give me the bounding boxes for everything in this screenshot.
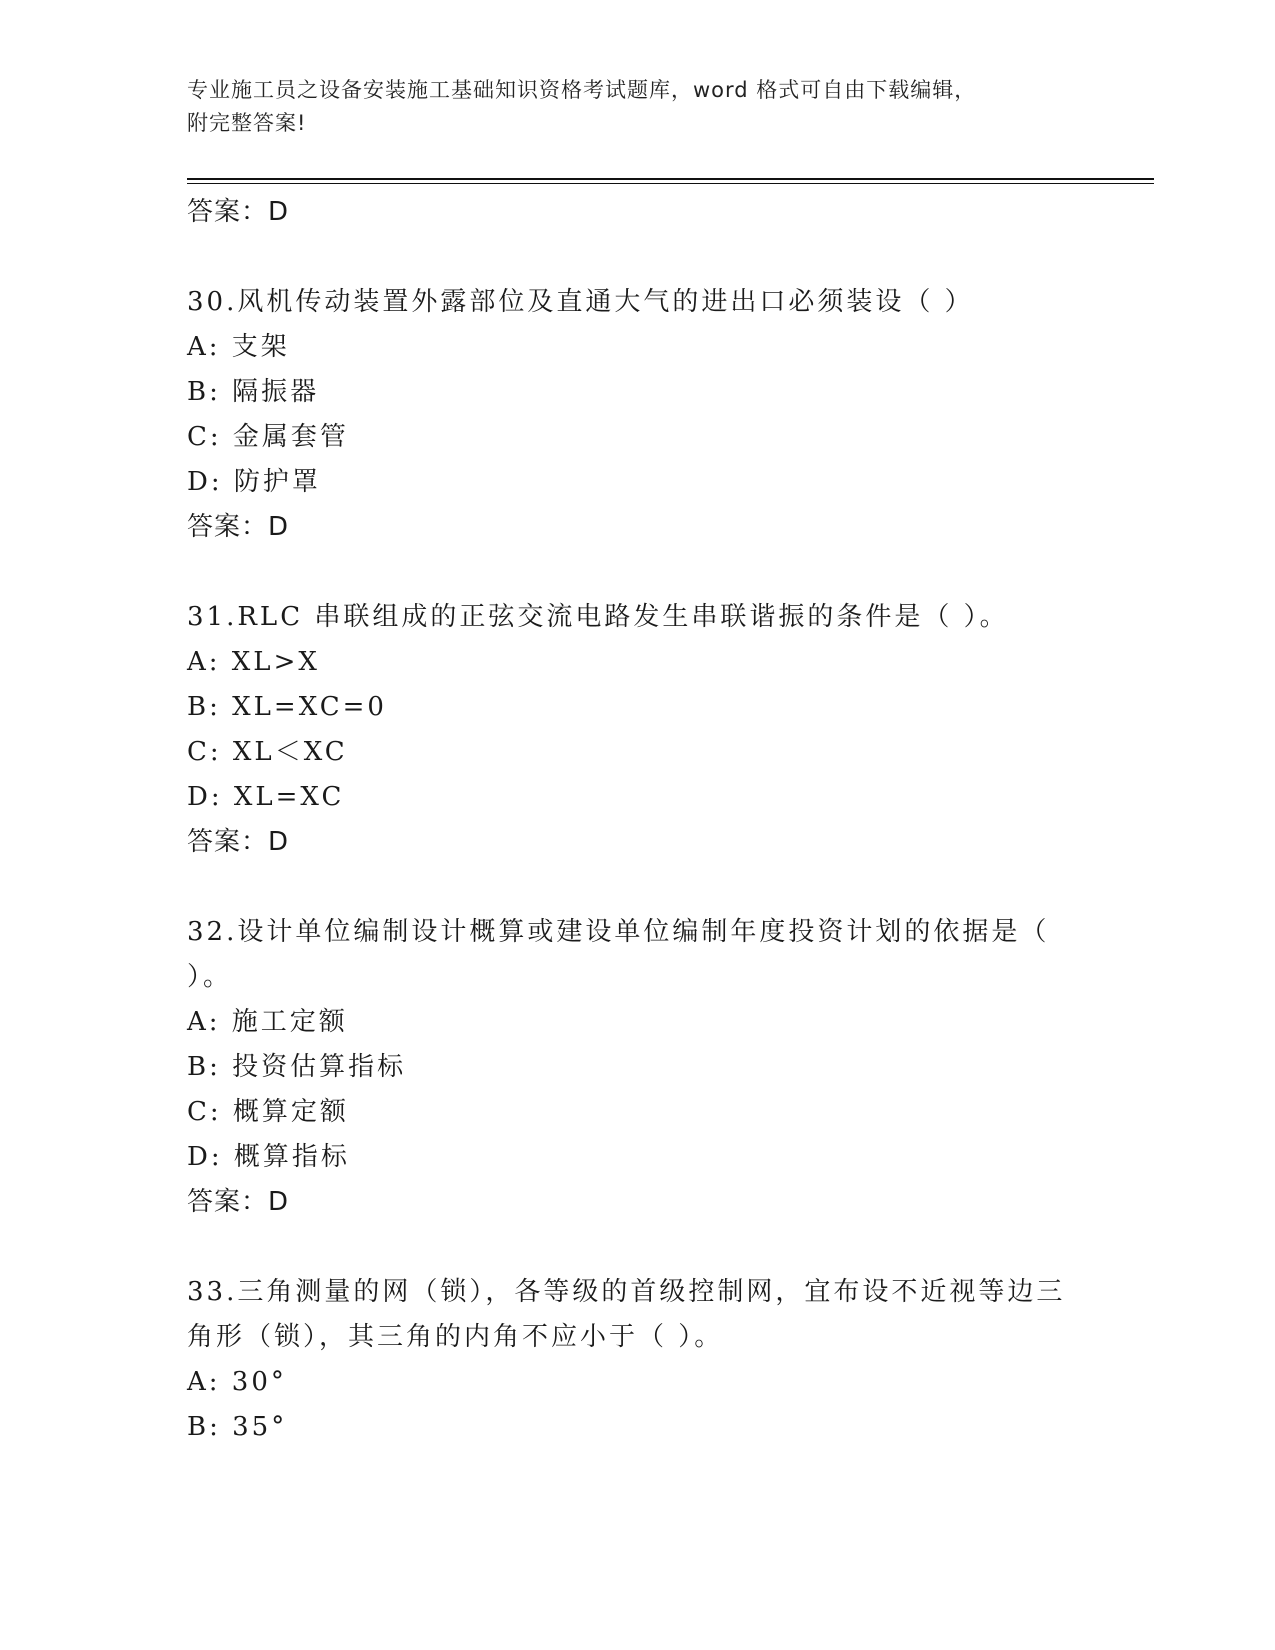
question-33-text-line-1: 33.三角测量的网（锁），各等级的首级控制网，宜布设不近视等边三 bbox=[187, 1277, 1066, 1307]
answer-29: 答案：D bbox=[187, 197, 290, 227]
question-30-option-b: B: 隔振器 bbox=[187, 377, 320, 407]
question-32-option-c: C: 概算定额 bbox=[187, 1097, 349, 1127]
question-30-text: 30.风机传动装置外露部位及直通大气的进出口必须装设（ ） bbox=[187, 287, 974, 317]
question-31-option-c: C: XL＜XC bbox=[187, 737, 348, 767]
header-line-1: 专业施工员之设备安装施工基础知识资格考试题库，word 格式可自由下载编辑， bbox=[187, 78, 977, 102]
question-32-option-a: A: 施工定额 bbox=[187, 1007, 348, 1037]
question-31-option-b: B: XL=XC=0 bbox=[187, 692, 387, 722]
question-32-option-d: D: 概算指标 bbox=[187, 1142, 350, 1172]
question-30-option-a: A: 支架 bbox=[187, 332, 290, 362]
answer-31: 答案：D bbox=[187, 827, 290, 857]
question-31-option-d: D: XL=XC bbox=[187, 782, 345, 812]
question-33-option-a: A: 30° bbox=[187, 1367, 287, 1397]
header-line-2: 附完整答案! bbox=[187, 111, 307, 135]
question-list bbox=[187, 190, 1087, 1450]
spacer bbox=[187, 1225, 1087, 1270]
header-divider-thin bbox=[187, 183, 1154, 184]
question-30-option-d: D: 防护罩 bbox=[187, 467, 321, 497]
question-33-text-line-2: 角形（锁），其三角的内角不应小于（ ）。 bbox=[187, 1322, 724, 1352]
answer-30: 答案：D bbox=[187, 512, 290, 542]
answer-32: 答案：D bbox=[187, 1187, 290, 1217]
spacer bbox=[187, 865, 1087, 910]
document-header bbox=[187, 74, 1067, 140]
question-31-text: 31.RLC 串联组成的正弦交流电路发生串联谐振的条件是（ ）。 bbox=[187, 602, 1009, 632]
spacer bbox=[187, 235, 1087, 280]
header-divider-thick bbox=[187, 178, 1154, 180]
question-31-option-a: A: XL>X bbox=[187, 647, 320, 677]
question-32-option-b: B: 投资估算指标 bbox=[187, 1052, 407, 1082]
question-30-option-c: C: 金属套管 bbox=[187, 422, 349, 452]
question-32-text-line-2: ）。 bbox=[187, 962, 233, 992]
question-32-text-line-1: 32.设计单位编制设计概算或建设单位编制年度投资计划的依据是（ bbox=[187, 917, 1050, 947]
spacer bbox=[187, 550, 1087, 595]
question-33-option-b: B: 35° bbox=[187, 1412, 288, 1442]
